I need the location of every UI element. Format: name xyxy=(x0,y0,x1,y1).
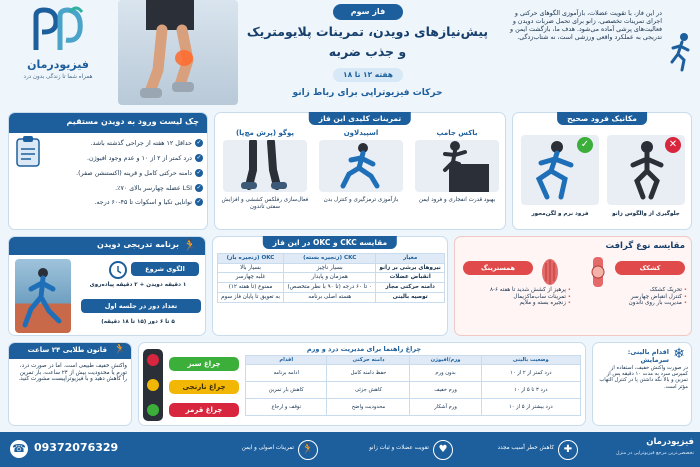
red-light-label: چراغ قرمز xyxy=(169,403,239,417)
correct-icon: ✓ xyxy=(577,137,593,153)
exercise-photo-box-jump xyxy=(415,140,499,192)
table-cell: غلبه چهارسر xyxy=(218,273,284,283)
exercise-photo-pogo xyxy=(223,140,307,192)
bullet-icon: • xyxy=(681,300,687,307)
feature-item xyxy=(200,439,320,461)
landing-title: مکانیک فرود صحیح xyxy=(557,112,647,125)
table-header: اقدام xyxy=(246,356,327,365)
traffic-light-icon xyxy=(143,349,163,421)
traffic-table xyxy=(245,355,581,416)
snowflake-icon: ❄ xyxy=(673,346,685,362)
list-item: • تمرینات ساب‌ماکزیمال xyxy=(513,293,571,300)
footer-bar xyxy=(0,432,700,467)
brand-tagline: همراه شما تا زندگی بدون درد xyxy=(23,74,93,80)
table-cell: نیروهای برشی بر زانو xyxy=(376,263,445,273)
table-cell: محدودیت واضح xyxy=(327,399,410,416)
table-header: CKC (زنجیره بسته) xyxy=(284,254,376,264)
orange-light-label: چراغ نارنجی xyxy=(169,380,239,394)
checklist-item: ✓درد کمتر از ۲ از ۱۰ و عدم وجود افیوژن. xyxy=(87,153,202,162)
cold-card xyxy=(592,342,692,426)
table-row xyxy=(218,273,445,283)
graft-title: مقایسه نوع گرافت xyxy=(605,241,685,251)
table-cell: درد ۳ تا ۵ از ۱۰ xyxy=(481,382,580,399)
exercise-name: پوگو (پرش‌ مچ‌پا) xyxy=(235,129,295,137)
table-cell: توصیه بالینی xyxy=(376,292,445,302)
check-icon: ✓ xyxy=(196,183,202,191)
green-light-icon xyxy=(147,354,159,366)
exercise-name: اسپیدلاون xyxy=(343,129,379,137)
table-header: ورم/افیوژن xyxy=(410,356,481,365)
patellar-list xyxy=(577,287,687,307)
bullet-icon: • xyxy=(681,293,687,300)
yellow-light-icon xyxy=(147,379,159,391)
table-header: OKC (زنجیره باز) xyxy=(218,254,284,264)
table-row xyxy=(246,382,581,399)
table-cell: توقف و ارجاع xyxy=(246,399,327,416)
red-light-icon xyxy=(147,404,159,416)
pattern-value: ۱ دقیقه دویدن + ۲ دقیقه پیاده‌روی xyxy=(89,282,187,288)
table-cell: هسته اصلی برنامه xyxy=(284,292,376,302)
landing-card xyxy=(512,112,692,230)
phase-badge: فاز سوم xyxy=(333,4,403,20)
table-cell: ورم خفیف xyxy=(410,382,481,399)
bullet-icon: • xyxy=(681,287,687,293)
rule24-card xyxy=(8,342,132,426)
feature-label: تقویت عضلات و ثبات زانو xyxy=(369,445,429,451)
list-item: • پرهیز از کشش شدید تا هفته ۶-۸ xyxy=(489,287,571,293)
page-subtitle: حرکات فیزیوتراپی برای رباط زانو xyxy=(292,88,443,98)
list-item: • مدیریت بار روی تاندون xyxy=(628,300,687,307)
table-cell: کاهش جزئی xyxy=(327,382,410,399)
clipboard-icon xyxy=(15,135,41,167)
table-row xyxy=(246,365,581,382)
phone-icon: ☎ xyxy=(10,440,28,458)
feature-label: تمرینات اصولی و ایمن xyxy=(241,445,294,451)
exercises-card xyxy=(214,112,506,230)
knee-icon: ♥ xyxy=(433,440,453,460)
table-cell: بسیار بالا xyxy=(218,263,284,273)
runner-icon xyxy=(668,32,694,72)
exercise-desc: بهبود قدرت انفجاری و فرود ایمن xyxy=(418,197,496,203)
shield-icon: ✚ xyxy=(558,440,578,460)
phone-number[interactable]: 09372076329 xyxy=(34,441,119,454)
table-header: معیار xyxy=(376,254,445,264)
landing-wrong-label: جلوگیری از والگوس زانو xyxy=(612,211,680,217)
table-row xyxy=(218,292,445,302)
feature-item xyxy=(460,439,580,461)
table-row xyxy=(218,263,445,273)
weeks-badge: هفته ۱۲ تا ۱۸ xyxy=(333,68,403,82)
table-cell: کاهش بار تمرین xyxy=(246,382,327,399)
traffic-title: چراغ راهنما برای مدیریت درد و ورم xyxy=(306,345,422,353)
exercise-icon: 🏃 xyxy=(298,440,318,460)
reps-value: ۵ تا ۶ دور (۱۵ تا ۱۸ دقیقه) xyxy=(101,319,175,325)
table-cell: بسیار ناچیز xyxy=(284,263,376,273)
runner-icon: 🏃 xyxy=(113,344,127,355)
check-icon: ✓ xyxy=(196,139,202,146)
comparison-card xyxy=(212,236,448,336)
patellar-label: کشکک xyxy=(615,261,685,275)
table-cell: دامنه حرکتی مجاز xyxy=(376,283,445,293)
exercise-desc: فعال‌سازی رفلکس کششی و افزایش سفتی تاندون xyxy=(221,197,309,210)
hamstring-list xyxy=(461,287,571,307)
hero-runner-photo xyxy=(118,0,238,105)
running-title: برنامه تدریجی دویدن xyxy=(97,240,179,249)
table-cell: درد کمتر از ۲ از ۱۰ xyxy=(481,365,580,382)
patellar-knee-icon xyxy=(585,257,611,287)
cold-text: در صورت واکنش خفیف، استفاده از کمپرس سرد به مدت ۱۰ دقیقه پس از تمرین و بالا نگه داشتن پا در کنترل التهاب مؤثر است. xyxy=(599,365,688,390)
rule24-text: واکنش خفیف طبیعی است. اما در صورت درد، تورم یا محدودیت بیش از ۲۴ ساعت، بار تمرین را کاهش دهید و با فیزیوتراپیست مشورت کنید. xyxy=(18,363,127,383)
exercise-name: باکس جامپ xyxy=(436,129,478,137)
comparison-table xyxy=(217,253,445,303)
page-title-line2: و جذب ضربه xyxy=(328,44,407,59)
pattern-label-badge: الگوی شروع xyxy=(131,262,199,276)
checklist-card xyxy=(8,112,208,230)
checklist-item: ✓حداقل ۱۲ هفته از جراحی گذشته باشد. xyxy=(90,139,202,147)
page-title-line1: پیش‌نیازهای دویدن، تمرینات پلایومتریک xyxy=(246,24,489,39)
clock-icon xyxy=(109,261,127,279)
running-card xyxy=(8,236,206,336)
table-cell: درد بیشتر از ۵ از ۱۰ xyxy=(481,399,580,416)
reps-label-badge: تعداد دور در جلسه اول xyxy=(81,299,201,313)
checklist-item: ✓دامنه حرکتی کامل و قرینه (اکستنشن صفر). xyxy=(76,168,202,177)
green-light-label: چراغ سبز xyxy=(169,357,239,371)
table-cell: بدون ورم xyxy=(410,365,481,382)
bullet-icon: • xyxy=(565,287,571,293)
feature-item xyxy=(325,439,455,461)
list-item: • تحریک کشکک xyxy=(649,287,687,293)
checklist-title: چک لیست ورود به دویدن مستقیم xyxy=(66,117,199,126)
table-header: وضعیت بالینی xyxy=(481,356,580,365)
feature-label: کاهش خطر آسیب مجدد xyxy=(497,445,554,451)
table-row xyxy=(218,283,445,293)
brand-logo xyxy=(30,6,86,54)
exercise-desc: بازآموزی ترمزگیری و کنترل بدن xyxy=(323,197,399,203)
graft-card xyxy=(454,236,692,336)
rule24-title: قانون طلایی ۲۴ ساعت xyxy=(27,346,107,354)
table-row xyxy=(246,399,581,416)
checklist-item: ✓LSI عضله چهارسر بالای ۷۰٪. xyxy=(115,183,202,192)
brand-name: فیزیودرمان xyxy=(27,58,89,71)
traffic-card xyxy=(138,342,586,426)
check-icon: ✓ xyxy=(196,198,202,206)
check-icon: ✓ xyxy=(196,168,202,176)
table-cell: حفظ دامنه کامل xyxy=(327,365,410,382)
wrong-icon: ✕ xyxy=(665,137,681,153)
table-cell: ادامه برنامه xyxy=(246,365,327,382)
footer-brand-sub: تخصصی‌ترین مرجع فیزیوتراپی در منزل xyxy=(615,451,694,456)
footer-brand: فیزیودرمان xyxy=(646,437,694,447)
check-icon: ✓ xyxy=(196,153,202,161)
cold-title: اقدام بالینی: سرمایش xyxy=(627,348,669,364)
table-cell: ورم آشکار xyxy=(410,399,481,416)
intro-box xyxy=(500,10,662,102)
table-cell: به تعویق تا پایان فاز سوم xyxy=(218,292,284,302)
table-cell: همزمان و پایدار xyxy=(284,273,376,283)
table-header-row xyxy=(218,254,445,264)
comparison-title: مقایسه CKC و OKC در این فاز xyxy=(263,236,397,249)
checklist-items xyxy=(45,139,203,213)
bullet-icon: • xyxy=(565,293,571,300)
hamstring-muscle-icon xyxy=(537,257,563,287)
table-header: دامنه حرکتی xyxy=(327,356,410,365)
runner-track-photo xyxy=(15,259,71,333)
list-item: • کنترل انقباض چهارسر xyxy=(630,293,687,300)
table-header-row xyxy=(246,356,581,365)
table-cell: ممنوع (تا هفته ۱۲) xyxy=(218,283,284,293)
landing-correct-label: فرود نرم و لگن‌محور xyxy=(531,211,589,217)
hamstring-label: همسترینگ xyxy=(463,261,533,275)
intro-text: در این فاز، با تقویت عضلات، بازآموزی الگوهای حرکتی و اجرای تمرینات تخصصی، زانو برای تحمل ضربات دویدن و فعالیت‌های پرشی آماده می‌شود. هدف ما، بازگشت ایمن و تدریجی به عملکرد واقعی ورزشی است، نه شتاب‌زدگی. xyxy=(510,10,662,41)
brand-block xyxy=(8,6,108,101)
running-icon: 🏃 xyxy=(183,239,197,252)
table-cell: انقباض عضلات xyxy=(376,273,445,283)
list-item: • زنجیره بسته و ملایم xyxy=(519,300,571,307)
exercises-title: تمرینات کلیدی این فاز xyxy=(309,112,411,125)
checklist-item: ✓توانایی تکیا و اسکوات تا ۴۵-۶۰ درجه. xyxy=(94,198,202,207)
bullet-icon: • xyxy=(565,300,571,307)
table-cell: ۰ تا ۶۰ درجه (تا ۹۰ با نظر متخصص) xyxy=(284,283,376,293)
exercise-photo-speedlaun xyxy=(319,140,403,192)
